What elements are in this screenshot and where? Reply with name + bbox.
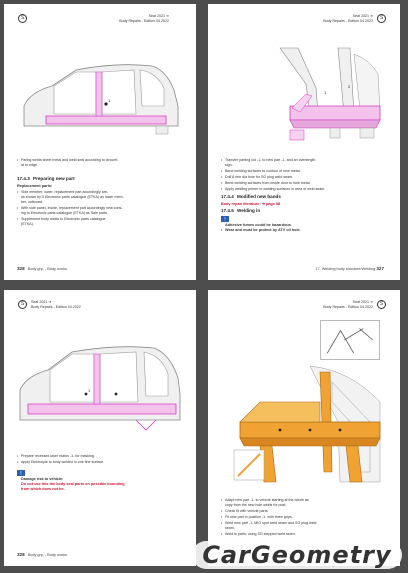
svg-text:!: ! [224,217,226,222]
section-heading: 17.4.3 Preparing new part [17,176,75,181]
reference-note: Body repair literature: ➔ page 58 [221,202,281,206]
page-header: Seat 2021 ➔ Body Repairs - Edition 04.2022 [323,300,373,309]
body-side-diagram [16,44,184,144]
manual-page-1 [4,4,196,280]
seat-logo-icon: S [377,14,386,23]
bullet-item: • Apply Elektrolyte to body welded in one fine surface. [21,460,185,465]
bullet-paragraph: • Paring welds sheet metal and weld seal according to circumf- at to edge. [21,158,185,168]
page-header: Seat 2021 ➔ Body Repairs - Edition 04.2022 [31,300,81,309]
header-model: Seat 2021 ➔ [148,14,169,18]
bullet-paragraph: • Transfer parting cut -1- to new part -1- and an overlength sign. [225,158,389,168]
bullet-paragraph: • Side member, lower, replacement part accordingly are- as shown by 5 Electronic parts catalogue (ETKA) as lower mem- ber, outboard. [21,190,185,204]
bullet-item: • Fit new part in position -1- with three grips. [225,515,389,520]
svg-text:1: 1 [108,98,111,103]
svg-text:2: 2 [348,84,351,89]
bullet-item: • Check fit with vehicle parts. [225,509,389,514]
cargeometry-watermark [192,541,402,569]
bullet-item: • Drill 8 mm dia hole for SG plug weld seam. [225,175,389,180]
sill-section-diagram [220,44,388,144]
bullet-item: • Bend welding surfaces to contour of new metal. [225,169,389,174]
manual-page-4 [208,290,400,566]
seat-logo-icon: S [18,14,27,23]
warning-text: Adhesive fumes could be hazardous. • Wear and must be protect by ATV oil hole. [225,223,389,233]
bullet-paragraph: • With side panel, inside, replacement part accordingly new cons- ing to Electronic parts catalogue (ETKA) as Sale parts. [21,206,185,216]
section-heading: 17.4.5 Welding in [221,208,261,213]
page-header: Seat 2021 ➔ Body Repairs - Edition 04.2022 [323,14,373,23]
manual-page-2 [208,4,400,280]
manual-page-3 [4,290,196,566]
seat-logo-icon: S [377,300,386,309]
bullet-item: • Apply welding primer to welding surfaces in area of weld seam. [225,187,389,192]
page-footer: 17. Welding body structure/Welding 327 [315,266,384,271]
page-header [119,14,169,23]
subheading: Replacement parts: [17,184,53,188]
svg-text:!: ! [20,471,22,476]
body-side-cut-diagram [16,330,184,440]
detail-sketch [320,320,380,360]
bullet-item: • Prepare recessed laser marks -1- for masking. [21,454,185,459]
bullet-item: • Bend welding surfaces from inside door to hole metal. [225,181,389,186]
sill-welding-diagram [220,362,388,492]
svg-text:1: 1 [324,90,327,95]
page-footer: 328 Body grp. - Body works [17,266,67,271]
header-edition: Body Repairs - Edition 04.2022 [119,18,169,23]
bullet-paragraph: • Weld new part -1- MIG spot weld seam and SG plug weld seam. [225,521,389,531]
bullet-item: • Weld in parts, using SG stepped weld seam. [225,532,389,537]
warning-text: Damage risk to vehicle: Do not use this the body seal parts on possible bounding from which does not be. [21,477,125,491]
watermark-text: CarGeometry [202,541,392,569]
warning-icon [221,216,229,222]
seat-logo-icon: S [18,300,27,309]
svg-text:1: 1 [88,388,91,393]
warning-icon [17,470,25,476]
section-heading: 17.4.4 Modified new bands [221,194,281,199]
page-footer: 328 Body grp. - Body works [17,552,67,557]
bullet-paragraph: • Supplement body welds to Electronic parts catalogue (ETKA). [21,217,185,227]
bullet-paragraph: • Adapt new part -1- to vehicle starting at the whole as copy from the new hole welds for post- [225,498,389,508]
